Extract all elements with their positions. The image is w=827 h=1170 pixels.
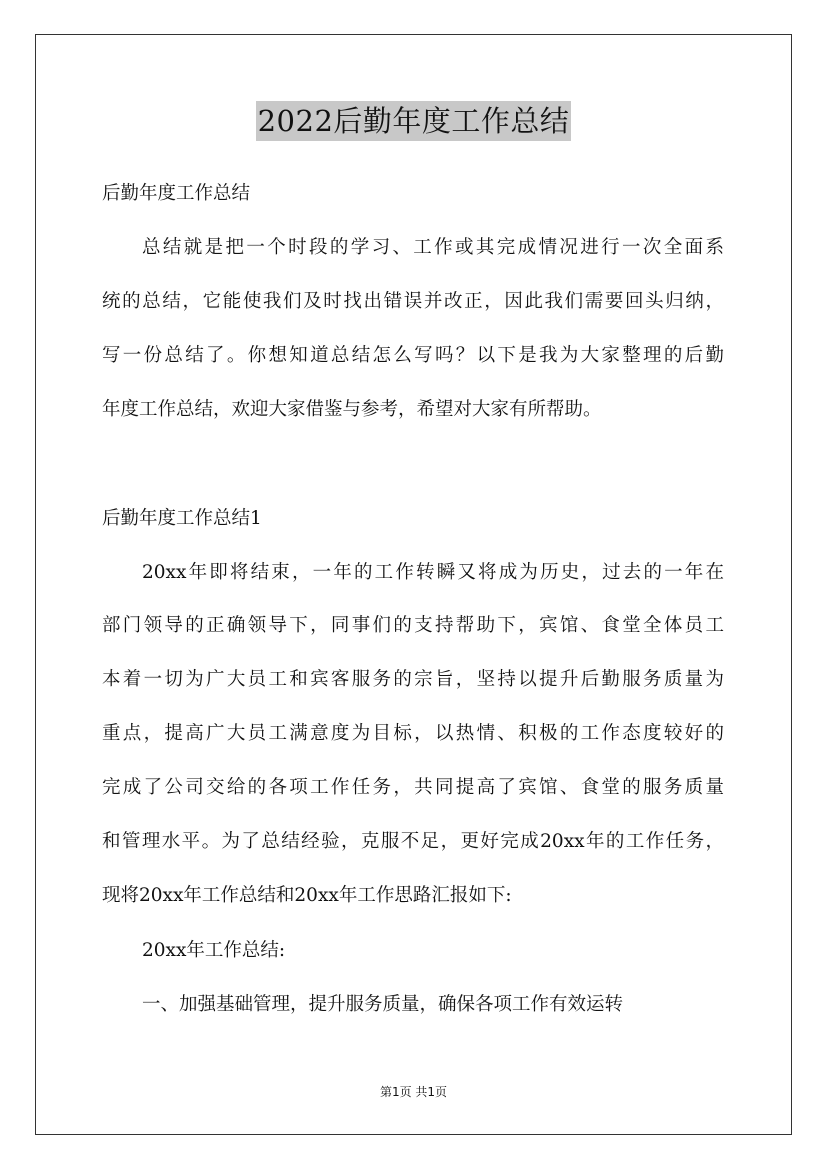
body-line: 和管理水平。为了总结经验，克服不足，更好完成20xx年的工作任务，: [102, 831, 724, 852]
intro-line: 统的总结，它能使我们及时找出错误并改正，因此我们需要回头归纳，: [102, 291, 724, 312]
section-heading: 后勤年度工作总结1: [102, 508, 262, 529]
subheading: 20xx年工作总结:: [142, 940, 286, 961]
body-line: 20xx年即将结束，一年的工作转瞬又将成为历史，过去的一年在: [142, 562, 724, 583]
intro-line: 年度工作总结，欢迎大家借鉴与参考，希望对大家有所帮助。: [102, 399, 602, 420]
intro-line: 总结就是把一个时段的学习、工作或其完成情况进行一次全面系: [142, 237, 724, 258]
document-title: 2022后勤年度工作总结: [256, 101, 572, 141]
point-heading: 一、加强基础管理，提升服务质量，确保各项工作有效运转: [142, 994, 624, 1015]
title-container: [0, 101, 827, 141]
page-footer: 第1页 共1页: [379, 1085, 448, 1099]
body-line: 部门领导的正确领导下，同事们的支持帮助下，宾馆、食堂全体员工: [102, 615, 724, 636]
section-heading: 后勤年度工作总结: [102, 183, 251, 204]
body-line: 重点，提高广大员工满意度为目标，以热情、积极的工作态度较好的: [102, 723, 724, 744]
intro-line: 写一份总结了。你想知道总结怎么写吗？以下是我为大家整理的后勤: [102, 345, 724, 366]
body-line: 完成了公司交给的各项工作任务，共同提高了宾馆、食堂的服务质量: [102, 777, 724, 798]
body-line: 本着一切为广大员工和宾客服务的宗旨，坚持以提升后勤服务质量为: [102, 669, 724, 690]
body-line: 现将20xx年工作总结和20xx年工作思路汇报如下:: [102, 885, 512, 906]
